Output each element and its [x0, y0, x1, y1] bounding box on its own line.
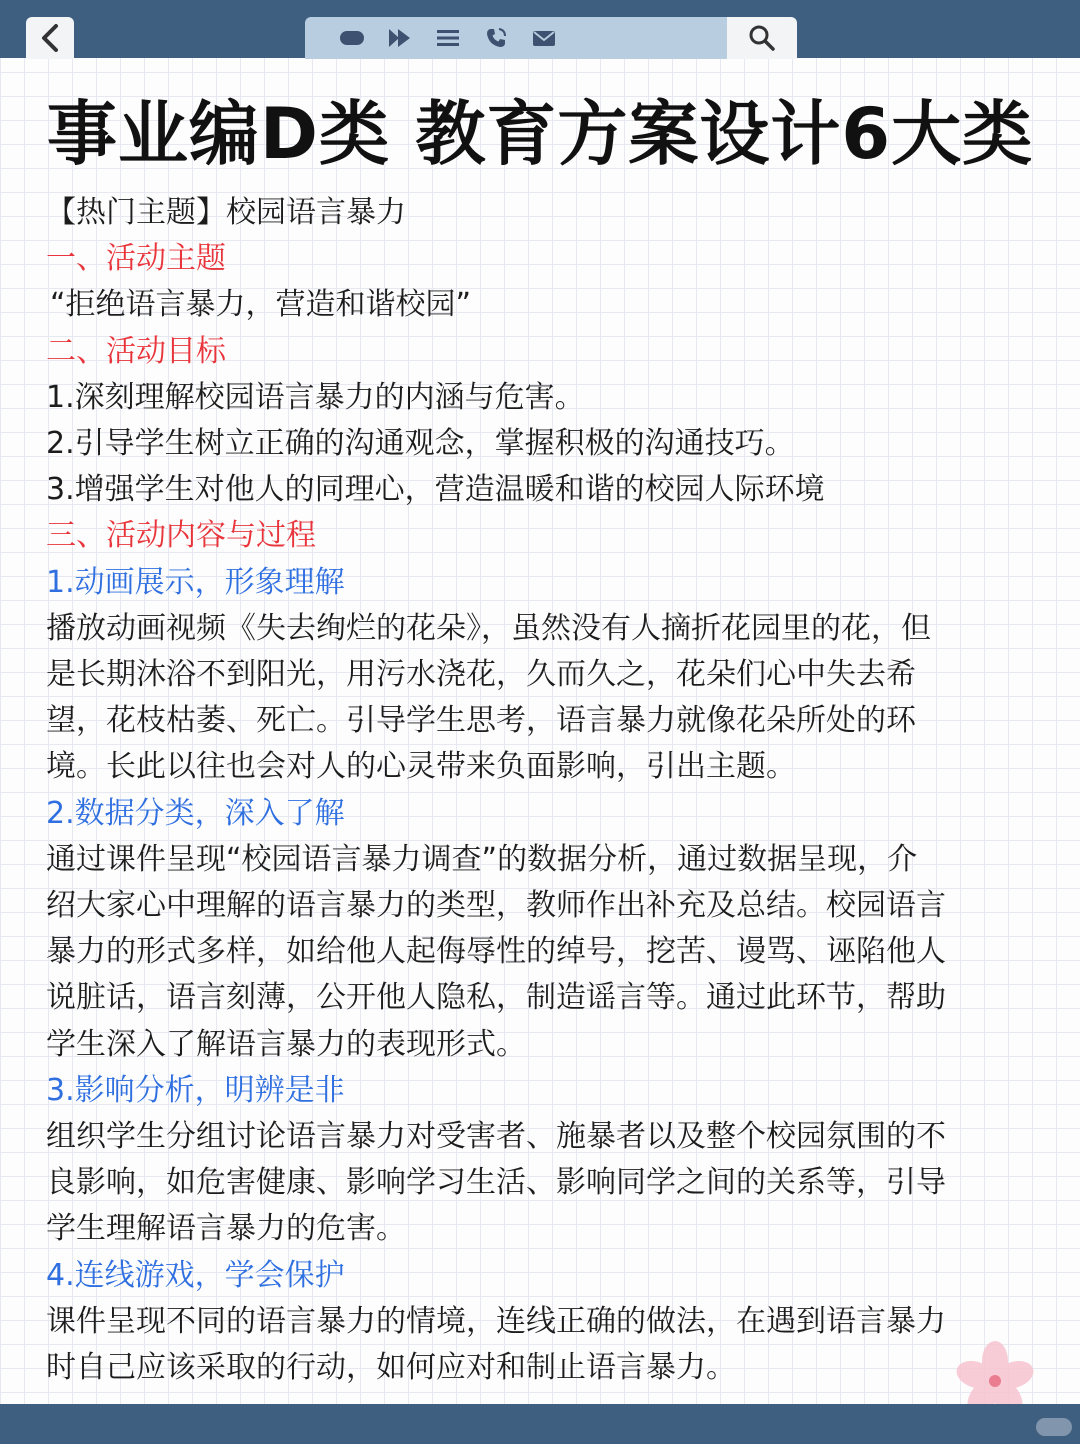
text-line: 学生理解语言暴力的危害。 [46, 1211, 406, 1247]
text-line: 是长期沐浴不到阳光，用污水浇花，久而久之，花朵们心中失去希 [46, 657, 916, 693]
text-line: 【热门主题】校园语言暴力 [46, 195, 406, 230]
text-line: 境。长此以往也会对人的心灵带来负面影响，引出主题。 [46, 749, 796, 785]
text-line: 学生深入了解语言暴力的表现形式。 [46, 1026, 526, 1062]
mail-button[interactable] [529, 25, 559, 51]
text-line: “拒绝语言暴力，营造和谐校园” [50, 287, 472, 323]
subsection-heading: 2.数据分类，深入了解 [46, 795, 345, 831]
subsection-heading: 1.动画展示，形象理解 [46, 564, 345, 600]
mail-icon [531, 28, 557, 48]
text-line: 通过课件呈现“校园语言暴力调查”的数据分析，通过数据呈现，介 [46, 841, 918, 877]
list-icon [436, 28, 460, 48]
play-forward-icon [387, 27, 413, 49]
bottom-bar [0, 1404, 1080, 1444]
text-line: 说脏话，语言刻薄，公开他人隐私，制造谣言等。通过此环节，帮助 [46, 980, 946, 1016]
phone-button[interactable] [481, 25, 511, 51]
subsection-heading: 3.影响分析，明辨是非 [46, 1072, 345, 1108]
subsection-heading: 4.连线游戏，学会保护 [46, 1257, 345, 1293]
section-heading: 二、活动目标 [46, 333, 226, 369]
back-button[interactable] [26, 17, 74, 59]
text-line: 良影响，如危害健康、影响学习生活、影响同学之间的关系等，引导 [46, 1165, 946, 1201]
toolbar [305, 17, 727, 59]
search-button[interactable] [727, 17, 797, 59]
search-icon [748, 24, 776, 52]
text-line: 3.增强学生对他人的同理心，营造温暖和谐的校园人际环境 [46, 472, 825, 508]
watermark-badge [1036, 1418, 1072, 1436]
list-button[interactable] [433, 25, 463, 51]
section-heading: 一、活动主题 [46, 241, 226, 277]
text-line: 组织学生分组讨论语言暴力对受害者、施暴者以及整个校园氛围的不 [46, 1119, 946, 1155]
text-line: 2.引导学生树立正确的沟通观念，掌握积极的沟通技巧。 [46, 426, 795, 462]
text-line: 时自己应该采取的行动，如何应对和制止语言暴力。 [46, 1350, 736, 1386]
forward-button[interactable] [385, 25, 415, 51]
text-line: 暴力的形式多样，如给他人起侮辱性的绰号，挖苦、谩骂、诬陷他人 [46, 934, 946, 970]
text-line: 播放动画视频《失去绚烂的花朵》，虽然没有人摘折花园里的花，但 [46, 610, 931, 646]
page-title: 事业编D类 教育方案设计6大类 [46, 93, 1034, 175]
chat-bubble-icon [338, 28, 366, 48]
section-heading: 三、活动内容与过程 [46, 518, 316, 554]
phone-icon [484, 26, 508, 50]
text-line: 望，花枝枯萎、死亡。引导学生思考，语言暴力就像花朵所处的环 [46, 703, 916, 739]
back-arrow-icon [39, 23, 61, 53]
text-line: 1.深刻理解校园语言暴力的内涵与危害。 [46, 379, 585, 415]
text-line: 绍大家心中理解的语言暴力的类型，教师作出补充及总结。校园语言 [46, 888, 946, 924]
top-bar [0, 0, 1080, 58]
text-line: 课件呈现不同的语言暴力的情境，连线正确的做法，在遇到语言暴力 [46, 1303, 946, 1339]
chat-button[interactable] [337, 25, 367, 51]
document-body [46, 190, 1041, 1391]
